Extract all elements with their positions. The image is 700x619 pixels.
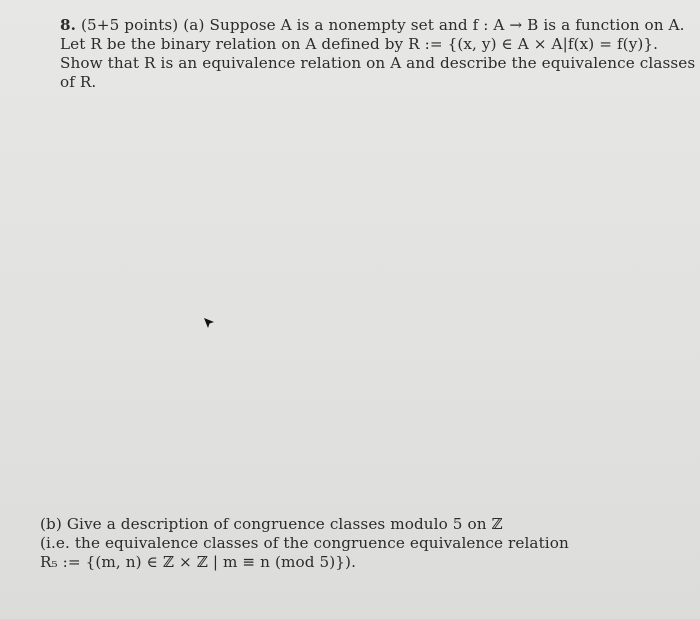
- part-b-line-1: [40, 515, 560, 534]
- part-b-line-2: (i.e. the equivalence classes of the congruence equivalence relation: [40, 534, 569, 552]
- part-a-line-1-text: Suppose A is a nonempty set and f : A → B is a function on A.: [209, 16, 685, 34]
- part-a-line-1: [60, 16, 685, 35]
- part-b-label: (b): [40, 515, 62, 533]
- part-a-line-4: of R.: [60, 73, 97, 91]
- question-points: (5+5 points): [81, 16, 179, 34]
- mouse-cursor-icon: [203, 317, 215, 329]
- question-8-part-a: [60, 16, 696, 92]
- part-a-line-2: Let R be the binary relation on A defined by R := {(x, y) ∈ A × A|f(x) = f(y)}.: [60, 35, 659, 53]
- part-b-line-1-text: Give a description of congruence classes modulo 5 on ℤ: [66, 515, 503, 533]
- question-8-part-b: [40, 515, 569, 572]
- part-a-line-3: Show that R is an equivalence relation on A and describe the equivalence classes: [60, 54, 696, 72]
- question-number: 8.: [60, 16, 77, 34]
- part-a-label: (a): [183, 16, 205, 34]
- part-b-line-3: R₅ := {(m, n) ∈ ℤ × ℤ | m ≡ n (mod 5)}).: [40, 553, 357, 571]
